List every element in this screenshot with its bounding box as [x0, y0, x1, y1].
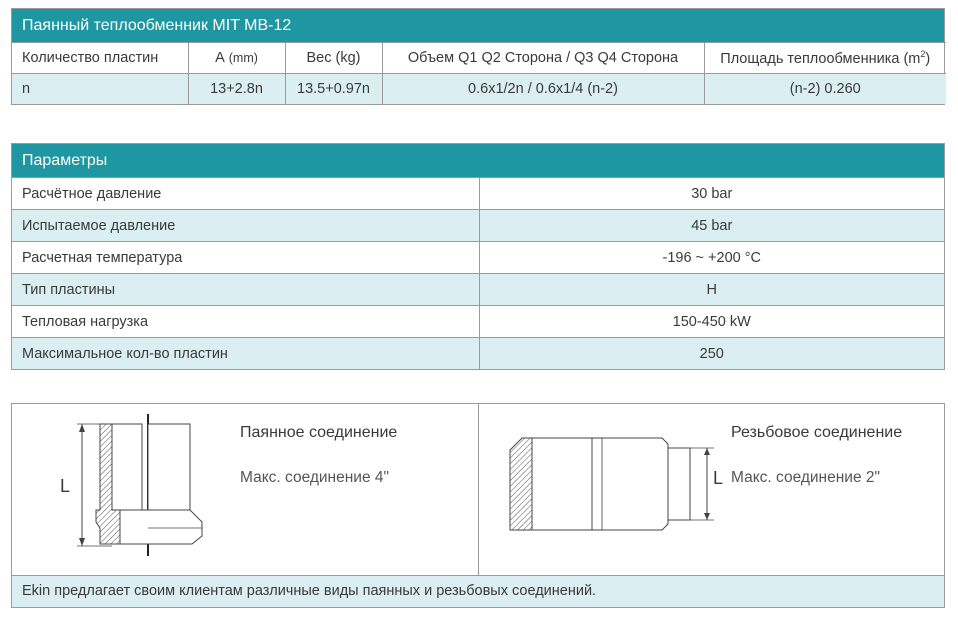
spec-grid [12, 42, 946, 104]
threaded-connection-note: Макс. соединение 2" [731, 469, 880, 486]
params-table [11, 143, 945, 370]
param-value: -196 ~ +200 °C [479, 242, 944, 274]
cell-area: (n-2) 0.260 [704, 74, 946, 105]
param-label: Тип пластины [12, 274, 479, 306]
param-value: 250 [479, 338, 944, 370]
cell-volume: 0.6x1/2n / 0.6x1/4 (n-2) [382, 74, 704, 105]
param-row [12, 210, 944, 242]
brazed-connection-drawing [52, 410, 232, 560]
brazed-connection-note: Макс. соединение 4" [240, 469, 389, 486]
cell-plates: n [12, 74, 188, 105]
threaded-dim-label: L [713, 468, 724, 488]
param-row [12, 274, 944, 306]
param-label: Максимальное кол-во пластин [12, 338, 479, 370]
connections-footer: Ekin предлагает своим клиентам различные виды паянных и резьбовых соединений. [12, 575, 944, 607]
spec-header-row [12, 43, 946, 74]
param-row [12, 306, 944, 338]
param-value: 45 bar [479, 210, 944, 242]
param-label: Расчетная температура [12, 242, 479, 274]
connections-panel [11, 403, 945, 608]
cell-a: 13+2.8n [188, 74, 285, 105]
connections-divider [478, 404, 479, 576]
header-area: Площадь теплообменника $(m^2)$ [704, 43, 946, 74]
param-row [12, 338, 944, 370]
brazed-dim-label: L [60, 476, 71, 496]
param-label: Расчётное давление [12, 178, 479, 210]
brazed-connection-title: Паянное соединение [240, 424, 398, 441]
param-value: 30 bar [479, 178, 944, 210]
params-grid [12, 177, 944, 369]
param-value: 150-450 kW [479, 306, 944, 338]
param-row [12, 178, 944, 210]
header-volume: Объем Q1 Q2 Сторона / Q3 Q4 Сторона [382, 43, 704, 74]
header-weight: Вес (kg) [285, 43, 382, 74]
param-label: Испытаемое давление [12, 210, 479, 242]
threaded-connection-drawing [502, 432, 722, 552]
param-row [12, 242, 944, 274]
spec-table [11, 8, 945, 105]
header-plates: Количество пластин [12, 43, 188, 74]
header-a: А (mm) [188, 43, 285, 74]
spec-title: Паянный теплообменник MIT MB-12 [12, 9, 944, 42]
param-label: Тепловая нагрузка [12, 306, 479, 338]
threaded-connection-title: Резьбовое соединение [731, 424, 903, 441]
cell-weight: 13.5+0.97n [285, 74, 382, 105]
params-title: Параметры [12, 144, 944, 177]
param-value: H [479, 274, 944, 306]
spec-data-row [12, 74, 946, 105]
